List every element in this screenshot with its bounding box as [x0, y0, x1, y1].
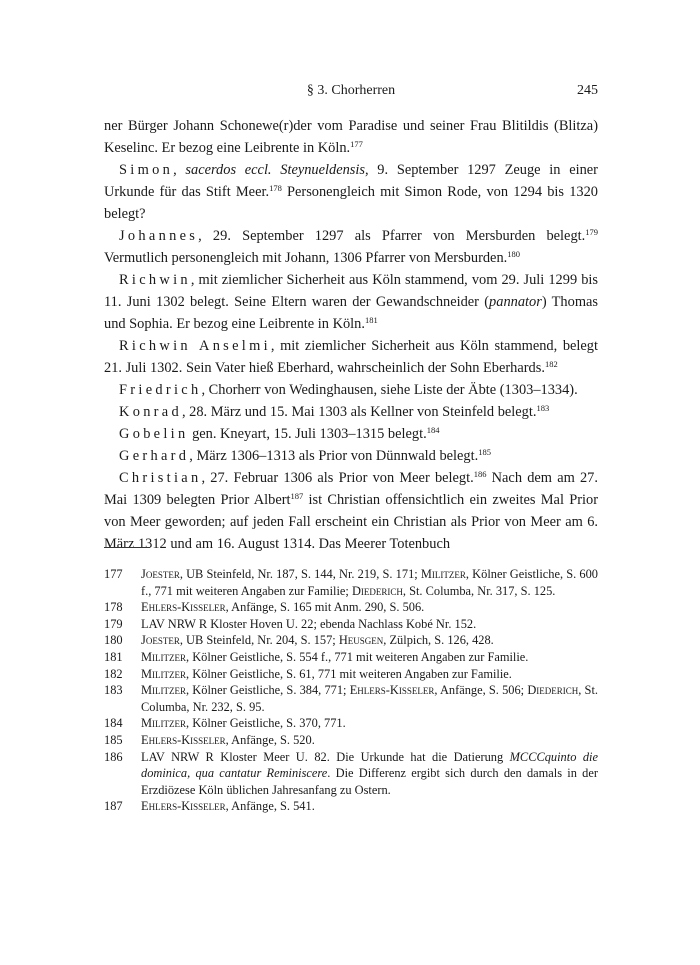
footnote-text [141, 633, 494, 647]
page-number: 245 [577, 83, 598, 98]
running-title: § 3. Chorherren [306, 83, 396, 98]
paragraph [104, 225, 598, 269]
paragraph [104, 423, 598, 445]
text-run: , März 1306–1313 als Prior von Dünnwald belegt. [189, 448, 479, 464]
person-name: Friedrich [119, 382, 202, 398]
footnote-text [141, 617, 476, 631]
italic-text: pannator [489, 294, 542, 310]
author-name: Joester [141, 567, 180, 581]
text-run: Personengleich mit Simon Rode, von 1294 bis 1320 belegt? [104, 184, 598, 222]
text-run: , Kölner Geistliche, S. 384, 771; [186, 683, 350, 698]
text-run: . Die Differenz ergibt sich durch den damals in der Erzdiözese Köln üblichen Jahresanfang zu Ostern. [141, 766, 598, 797]
text-run: , Kölner Geistliche, S. 61, 771 mit weiteren Angaben zur Familie. [186, 666, 512, 681]
text-run: LAV NRW R Kloster Meer U. 82. Die Urkunde hat die Datierung [141, 749, 510, 764]
paragraph [104, 335, 598, 379]
text-run: , Anfänge, S. 520. [225, 732, 315, 747]
author-name: Ehlers-Kisseler [349, 683, 435, 698]
paragraph [104, 467, 598, 555]
author-name: Ehlers-Kisseler [141, 600, 226, 615]
footnote-text [141, 733, 315, 747]
footnote-ref: 182 [544, 359, 558, 369]
text-run: , UB Steinfeld, Nr. 204, S. 157; [179, 633, 339, 648]
footnote [104, 798, 598, 815]
paragraph [104, 159, 598, 225]
footnote-text [141, 650, 528, 664]
text-run: ) Thomas und Sophia. Er bezog eine Leibrente in Köln. [104, 294, 599, 332]
author-name: Joester [141, 633, 180, 648]
author-name: Militzer [420, 567, 466, 581]
text-run: , 27. Februar 1306 als Prior von Meer belegt. [201, 470, 474, 486]
text-run: ist Christian offensichtlich ein zweites Mal Prior von Meer geworden; auf jeden Fall erscheint ein Christian als Prior von Meer am 6. März 1312 und am 16. August 1314. Das Meerer Totenbuch [104, 492, 598, 552]
italic-text: sacerdos eccl. Steynueldensis [185, 162, 365, 178]
text-run: , Anfänge, S. 541. [225, 799, 315, 814]
author-name: Militzer [141, 649, 187, 664]
footnote-text [141, 600, 424, 614]
footnote-ref: 180 [507, 249, 520, 259]
text-run: , UB Steinfeld, Nr. 187, S. 144, Nr. 219, S. 171; [179, 567, 421, 581]
text-run: , Kölner Geistliche, S. 370, 771. [186, 716, 346, 731]
running-header [104, 83, 598, 103]
footnote-text [141, 799, 315, 813]
footnote-ref: 183 [536, 403, 550, 413]
person-name: Richwin Anselmi [119, 338, 271, 354]
text-run: , St. Columba, Nr. 317, S. 125. [402, 583, 556, 598]
footnote-number: 181 [104, 649, 123, 664]
person-name: Simon [119, 162, 174, 178]
footnote [104, 732, 598, 749]
text-run: , 28. März und 15. Mai 1303 als Kellner von Steinfeld belegt. [181, 404, 537, 420]
footnote-number: 186 [104, 749, 123, 764]
person-name: Gerhard [119, 448, 190, 464]
footnote-number: 178 [104, 600, 123, 615]
footnote [104, 632, 598, 649]
person-name: Christian [119, 470, 202, 486]
footnote [104, 599, 598, 616]
footnote-number: 180 [104, 633, 123, 648]
text-run: , 9. September 1297 Zeuge in einer Urkunde für das Stift Meer. [104, 162, 598, 200]
italic-text: MCCCquinto die dominica, qua cantatur Reminiscere [141, 749, 598, 781]
person-name: Johannes [119, 228, 199, 244]
paragraph [104, 115, 598, 159]
person-name: Konrad [119, 404, 182, 420]
footnote-number: 177 [104, 567, 123, 581]
footnote-number: 182 [104, 666, 123, 681]
footnote [104, 566, 598, 599]
text-run: LAV NRW R Kloster Hoven U. 22; ebenda Nachlass Kobé Nr. 152. [141, 616, 477, 631]
text-run: , mit ziemlicher Sicherheit aus Köln stammend, belegt 21. Juli 1302. Sein Vater hieß Eberhard, wahrscheinlich der Sohn Eberhards. [104, 338, 598, 376]
paragraph [104, 445, 598, 467]
footnote-number: 185 [104, 732, 123, 747]
footnote-ref: 179 [585, 227, 598, 237]
text-run: , Kölner Geistliche, S. 600 f., 771 mit weiteren Angaben zur Familie; [141, 567, 598, 598]
footnote-ref: 187 [290, 491, 304, 501]
text-run: , Anfänge, S. 165 mit Anm. 290, S. 506. [225, 600, 425, 615]
footnote-number: 187 [104, 799, 123, 814]
footnote [104, 666, 598, 683]
text-run: , 29. September 1297 als Pfarrer von Mersburden belegt. [198, 228, 586, 244]
footnote-text [141, 667, 512, 681]
text-run: Vermutlich personengleich mit Johann, 1306 Pfarrer von Mersburden. [104, 250, 508, 266]
footnote-text [141, 683, 598, 714]
footnote [104, 649, 598, 666]
author-name: Diederich [527, 683, 579, 698]
text-run: , Zülpich, S. 126, 428. [383, 633, 494, 648]
footnote [104, 682, 598, 715]
text-run: ner Bürger Johann Schonewe(r)der vom Paradise und seiner Frau Blitildis (Blitza) Keselinc. Er bezog eine Leibrente in Köln. [104, 118, 598, 156]
footnote-number: 184 [104, 716, 123, 731]
footnote-ref: 177 [350, 139, 363, 149]
author-name: Militzer [141, 716, 187, 731]
footnote-separator [104, 547, 150, 548]
paragraph [104, 269, 598, 335]
footnote-text [141, 750, 598, 797]
author-name: Ehlers-Kisseler [141, 799, 226, 814]
footnote [104, 616, 598, 633]
author-name: Militzer [141, 666, 187, 681]
footnote-ref: 186 [473, 469, 487, 479]
footnote-number: 183 [104, 683, 123, 698]
footnote-text [141, 567, 598, 598]
footnote-ref: 185 [478, 447, 491, 457]
text-run: , Kölner Geistliche, S. 554 f., 771 mit weiteren Angaben zur Familie. [186, 649, 529, 664]
footnote-text [141, 716, 346, 730]
author-name: Militzer [141, 683, 187, 698]
footnote-ref: 178 [269, 183, 282, 193]
footnotes [104, 566, 598, 815]
text-run: gen. Kneyart, 15. Juli 1303–1315 belegt. [188, 426, 427, 442]
author-name: Ehlers-Kisseler [141, 732, 226, 747]
footnote-ref: 181 [364, 315, 378, 325]
footnote-number: 179 [104, 616, 123, 631]
text-run: Nach dem am 27. Mai 1309 belegten Prior Albert [104, 470, 598, 508]
author-name: Heusgen [338, 633, 384, 648]
text-run: , Anfänge, S. 506; [434, 683, 528, 698]
text-run: , [173, 162, 186, 178]
footnote-ref: 184 [426, 425, 440, 435]
person-name: Richwin [119, 272, 191, 288]
author-name: Diederich [351, 583, 403, 598]
main-text [104, 115, 598, 555]
footnote [104, 749, 598, 799]
footnote [104, 715, 598, 732]
paragraph [104, 379, 598, 401]
text-run: , St. Columba, Nr. 232, S. 95. [141, 683, 598, 714]
text-run: , Chorherr von Wedinghausen, siehe Liste der Äbte (1303–1334). [201, 382, 578, 398]
paragraph [104, 401, 598, 423]
person-name: Gobelin [119, 426, 189, 442]
text-run: , mit ziemlicher Sicherheit aus Köln stammend, vom 29. Juli 1299 bis 11. Juni 1302 belegt. Seine Eltern waren der Gewandschneider ( [104, 272, 598, 310]
